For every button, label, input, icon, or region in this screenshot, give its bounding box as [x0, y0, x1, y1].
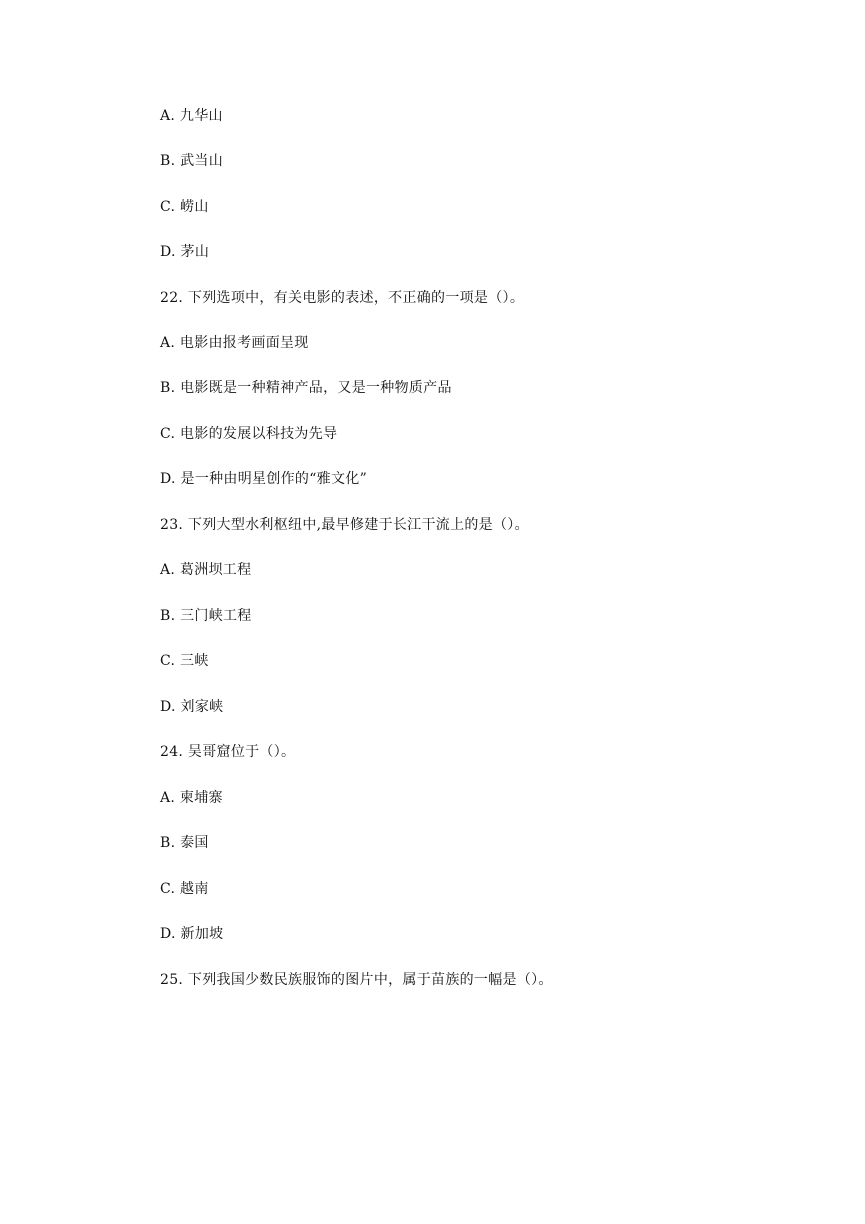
option-line: A. 九华山: [160, 108, 223, 124]
option-line: B. 泰国: [160, 835, 209, 851]
option-line: D. 刘家峡: [160, 699, 224, 715]
option-line: A. 葛洲坝工程: [160, 562, 252, 578]
option-line: B. 电影既是一种精神产品，又是一种物质产品: [160, 380, 452, 396]
option-line: C. 电影的发展以科技为先导: [160, 426, 338, 442]
question-line: 25. 下列我国少数民族服饰的图片中，属于苗族的一幅是（）。: [160, 972, 553, 988]
option-line: D. 是一种由明星创作的“雅文化”: [160, 471, 368, 487]
option-line: D. 茅山: [160, 244, 210, 260]
question-line: 23. 下列大型水利枢纽中,最早修建于长江干流上的是（）。: [160, 517, 529, 533]
option-line: A. 电影由报考画面呈现: [160, 335, 309, 351]
question-line: 22. 下列选项中，有关电影的表述，不正确的一项是（）。: [160, 290, 525, 306]
option-line: B. 三门峡工程: [160, 608, 252, 624]
option-line: C. 崂山: [160, 199, 209, 215]
option-line: A. 柬埔寨: [160, 790, 223, 806]
question-line: 24. 吴哥窟位于（）。: [160, 744, 296, 760]
option-line: D. 新加坡: [160, 926, 224, 942]
option-line: C. 三峡: [160, 653, 209, 669]
option-line: B. 武当山: [160, 153, 223, 169]
option-line: C. 越南: [160, 881, 209, 897]
